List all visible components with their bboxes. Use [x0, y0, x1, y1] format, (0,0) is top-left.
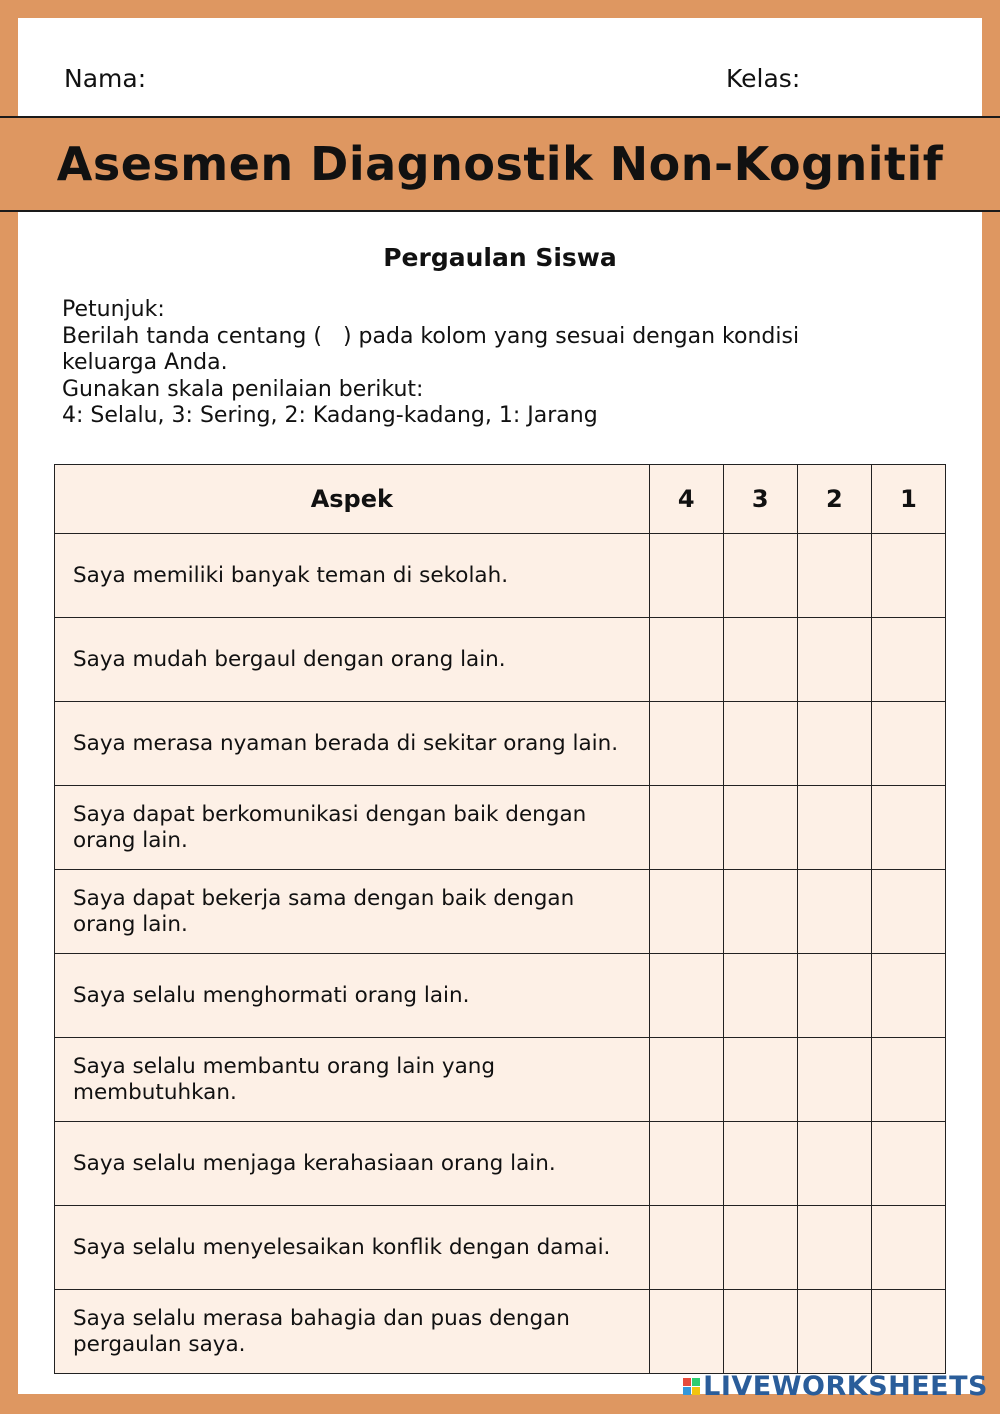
- rating-cell-2[interactable]: [797, 534, 871, 618]
- rating-cell-1[interactable]: [871, 1290, 945, 1374]
- rating-cell-3[interactable]: [723, 702, 797, 786]
- logo-square: [683, 1378, 691, 1386]
- rating-cell-1[interactable]: [871, 1122, 945, 1206]
- aspect-cell: Saya selalu menjaga kerahasiaan orang lain.: [55, 1122, 650, 1206]
- rating-cell-3[interactable]: [723, 1038, 797, 1122]
- table-row: [55, 1206, 946, 1290]
- rating-cell-2[interactable]: [797, 1038, 871, 1122]
- table-row: [55, 1290, 946, 1374]
- rating-cell-4[interactable]: [649, 954, 723, 1038]
- aspect-cell: Saya mudah bergaul dengan orang lain.: [55, 618, 650, 702]
- rating-cell-3[interactable]: [723, 618, 797, 702]
- table-row: [55, 1038, 946, 1122]
- rating-cell-1[interactable]: [871, 702, 945, 786]
- rating-cell-3[interactable]: [723, 954, 797, 1038]
- instructions-line: Gunakan skala penilaian berikut:: [62, 376, 424, 402]
- rating-cell-4[interactable]: [649, 786, 723, 870]
- aspect-cell: Saya merasa nyaman berada di sekitar orang lain.: [55, 702, 650, 786]
- rating-cell-2[interactable]: [797, 954, 871, 1038]
- rating-cell-2[interactable]: [797, 870, 871, 954]
- table-header-row: [55, 465, 946, 534]
- aspect-cell: Saya selalu merasa bahagia dan puas dengan pergaulan saya.: [55, 1290, 650, 1374]
- rating-cell-3[interactable]: [723, 1122, 797, 1206]
- rating-cell-2[interactable]: [797, 786, 871, 870]
- rating-cell-1[interactable]: [871, 1038, 945, 1122]
- table-row: [55, 618, 946, 702]
- nama-label: Nama:: [64, 64, 147, 93]
- page-title: Asesmen Diagnostik Non-Kognitif: [56, 137, 944, 191]
- brand-name: LIVEWORKSHEETS: [703, 1371, 988, 1402]
- table-row: [55, 1122, 946, 1206]
- rating-cell-4[interactable]: [649, 1038, 723, 1122]
- rating-cell-4[interactable]: [649, 1122, 723, 1206]
- rating-cell-4[interactable]: [649, 1290, 723, 1374]
- aspect-cell: Saya memiliki banyak teman di sekolah.: [55, 534, 650, 618]
- instructions-line: Berilah tanda centang ( ) pada kolom yang sesuai dengan kondisi: [62, 323, 800, 349]
- aspect-cell: Saya dapat bekerja sama dengan baik dengan orang lain.: [55, 870, 650, 954]
- aspect-cell: Saya selalu menghormati orang lain.: [55, 954, 650, 1038]
- logo-square: [683, 1387, 691, 1395]
- section-subtitle: Pergaulan Siswa: [383, 243, 617, 272]
- instructions-block: [62, 297, 942, 430]
- rating-cell-2[interactable]: [797, 1290, 871, 1374]
- rating-cell-1[interactable]: [871, 954, 945, 1038]
- kelas-label: Kelas:: [726, 64, 801, 93]
- rating-cell-4[interactable]: [649, 1206, 723, 1290]
- instructions-heading: Petunjuk:: [62, 297, 165, 322]
- rating-cell-2[interactable]: [797, 618, 871, 702]
- rating-cell-3[interactable]: [723, 534, 797, 618]
- table-row: [55, 534, 946, 618]
- rating-cell-1[interactable]: [871, 786, 945, 870]
- rating-cell-3[interactable]: [723, 1206, 797, 1290]
- aspect-cell: Saya dapat berkomunikasi dengan baik dengan orang lain.: [55, 786, 650, 870]
- aspect-cell: Saya selalu menyelesaikan konflik dengan damai.: [55, 1206, 650, 1290]
- rating-cell-1[interactable]: [871, 534, 945, 618]
- column-header-1: 1: [871, 465, 945, 534]
- rating-cell-4[interactable]: [649, 870, 723, 954]
- rating-cell-4[interactable]: [649, 702, 723, 786]
- instructions-line: 4: Selalu, 3: Sering, 2: Kadang-kadang, 1: Jarang: [62, 403, 598, 428]
- logo-square: [692, 1387, 700, 1395]
- assessment-table: [54, 464, 946, 1374]
- table-row: [55, 870, 946, 954]
- rating-cell-1[interactable]: [871, 1206, 945, 1290]
- column-header-3: 3: [723, 465, 797, 534]
- instructions-line: keluarga Anda.: [62, 350, 228, 375]
- rating-cell-2[interactable]: [797, 702, 871, 786]
- rating-cell-3[interactable]: [723, 786, 797, 870]
- aspect-cell: Saya selalu membantu orang lain yang membutuhkan.: [55, 1038, 650, 1122]
- column-header-aspek: Aspek: [55, 465, 650, 534]
- table-row: [55, 702, 946, 786]
- table-row: [55, 786, 946, 870]
- logo-square: [692, 1378, 700, 1386]
- column-header-2: 2: [797, 465, 871, 534]
- rating-cell-3[interactable]: [723, 870, 797, 954]
- rating-cell-4[interactable]: [649, 534, 723, 618]
- rating-cell-2[interactable]: [797, 1122, 871, 1206]
- column-header-4: 4: [649, 465, 723, 534]
- title-banner: [0, 116, 1000, 212]
- liveworksheets-logo-icon: [683, 1378, 700, 1395]
- rating-cell-1[interactable]: [871, 618, 945, 702]
- rating-cell-3[interactable]: [723, 1290, 797, 1374]
- rating-cell-2[interactable]: [797, 1206, 871, 1290]
- rating-cell-1[interactable]: [871, 870, 945, 954]
- liveworksheets-brand[interactable]: [683, 1371, 988, 1402]
- rating-cell-4[interactable]: [649, 618, 723, 702]
- table-row: [55, 954, 946, 1038]
